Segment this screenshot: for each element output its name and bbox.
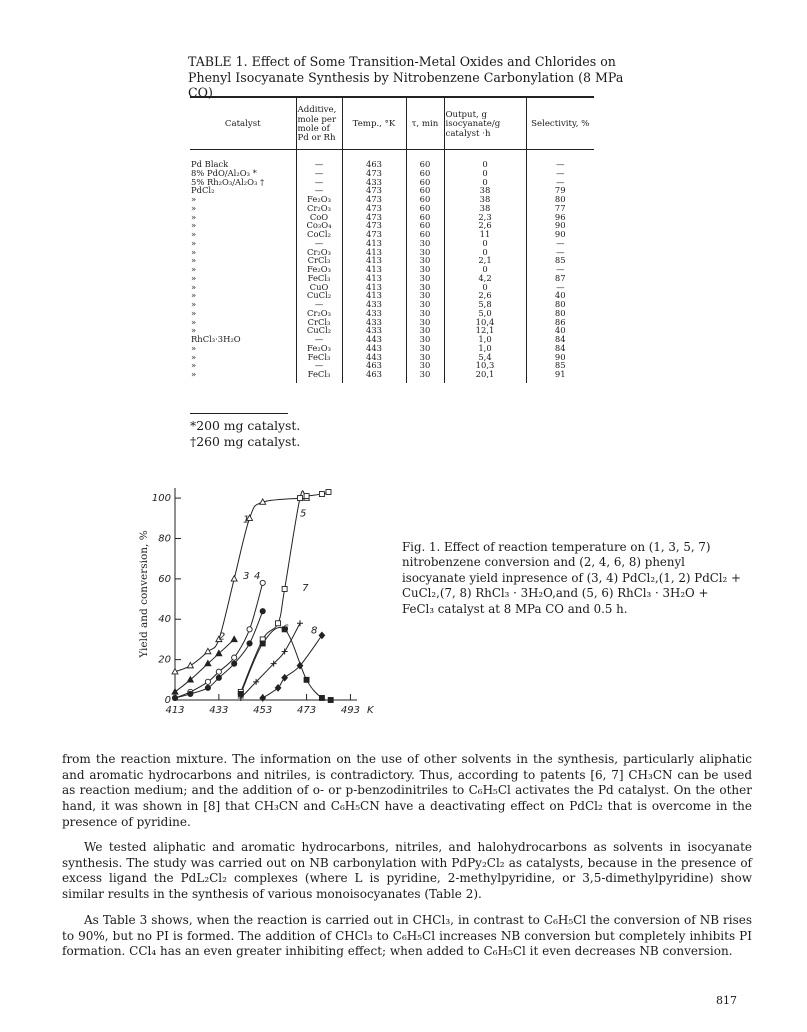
x-axis-unit: K xyxy=(367,705,374,716)
cell-selectivity: 90 xyxy=(526,353,594,362)
cell-output: 0 xyxy=(444,283,526,292)
cell-tau: 60 xyxy=(406,150,444,169)
cell-temp: 463 xyxy=(342,361,406,370)
table-row xyxy=(190,274,594,283)
cell-catalyst: » xyxy=(191,299,197,309)
cell-additive: — xyxy=(296,361,342,370)
cell-selectivity: — xyxy=(526,265,594,274)
cell-temp: 413 xyxy=(342,265,406,274)
cell-additive: Fe₂O₃ xyxy=(296,344,342,353)
cell-selectivity: 79 xyxy=(526,186,594,195)
cell-selectivity: 77 xyxy=(526,204,594,213)
cell-additive: Fe₂O₃ xyxy=(296,195,342,204)
data-point xyxy=(231,576,237,581)
table-body xyxy=(190,150,594,383)
data-point xyxy=(260,580,265,585)
cell-selectivity: — xyxy=(526,239,594,248)
paragraph-3: As Table 3 shows, when the reaction is carried out in CHCl₃, in contrast to C₆H₅Cl the conversion of NB rises to 90%, but no PI is formed. The addition of CHCl₃ to C₆H₅Cl increases NB conversion but completely inhibits PI formation. CCl₄ has an even greater inhibiting effect; when added to C₆H₅Cl it even decreases NB conversion. xyxy=(62,913,752,959)
curve-7 xyxy=(241,623,300,698)
table-row xyxy=(190,195,594,204)
y-tick-label: 20 xyxy=(158,654,171,666)
cell-temp: 413 xyxy=(342,248,406,257)
cell-additive: CrCl₃ xyxy=(296,318,342,327)
footnote-divider xyxy=(190,413,288,414)
cell-temp: 443 xyxy=(342,344,406,353)
cell-catalyst: » xyxy=(191,246,197,257)
table-row xyxy=(190,300,594,309)
cell-output: 10,4 xyxy=(444,318,526,327)
cell-additive: CoCl₂ xyxy=(296,230,342,239)
cell-selectivity: 87 xyxy=(526,274,594,283)
cell-selectivity: — xyxy=(526,169,594,178)
table-row xyxy=(190,370,594,383)
curve-label-7: 7 xyxy=(302,582,309,594)
cell-catalyst: » xyxy=(191,307,197,318)
curve-8 xyxy=(263,635,322,698)
cell-temp: 473 xyxy=(342,213,406,222)
curve-6 xyxy=(241,627,331,700)
cell-catalyst: » xyxy=(191,290,197,301)
cell-temp: 413 xyxy=(342,291,406,300)
data-point xyxy=(319,492,324,497)
col-header-temp: Temp., °K xyxy=(342,97,406,150)
footnote-2: †260 mg catalyst. xyxy=(190,434,301,449)
cell-output: 38 xyxy=(444,186,526,195)
paragraph-1: from the reaction mixture. The information on the use of other solvents in the synthesis, particularly aliphatic and aromatic hydrocarbons and nitriles, is contradictory. Thus, according to patents [6, 7] CH₃CN can be used as reaction medium; and the addition of o- or p-benzodinitriles to C₆H₅Cl activates the Pd catalyst. On the other hand, it was shown in [8] that CH₃CN and C₆H₅CN have a deactivating effect on PdCl₂ that is overcome in the presence of pyridine. xyxy=(62,752,752,829)
curve-label-8: 8 xyxy=(310,625,318,637)
cell-selectivity: — xyxy=(526,178,594,187)
cell-temp: 413 xyxy=(342,239,406,248)
cell-temp: 433 xyxy=(342,309,406,318)
data-point xyxy=(172,695,177,700)
table-row xyxy=(190,344,594,353)
cell-additive: Cr₂O₃ xyxy=(296,309,342,318)
cell-temp: 433 xyxy=(342,300,406,309)
cell-temp: 433 xyxy=(342,178,406,187)
table-row xyxy=(190,239,594,248)
cell-selectivity: 85 xyxy=(526,256,594,265)
cell-additive: CuCl₂ xyxy=(296,291,342,300)
x-tick-label: 493 xyxy=(340,705,360,716)
data-point xyxy=(232,661,237,666)
cell-additive: — xyxy=(296,335,342,344)
cell-additive: FeCl₃ xyxy=(296,353,342,362)
table-row xyxy=(190,248,594,257)
cell-selectivity: 90 xyxy=(526,230,594,239)
cell-output: 4,2 xyxy=(444,274,526,283)
curve-1 xyxy=(175,498,307,672)
data-point xyxy=(216,669,221,674)
cell-temp: 413 xyxy=(342,274,406,283)
cell-catalyst: » xyxy=(191,202,197,213)
cell-additive: — xyxy=(296,169,342,178)
cell-catalyst: 5% Rh₂O₃/Al₂O₃ † xyxy=(191,176,265,187)
cell-additive: FeCl₃ xyxy=(296,370,342,383)
cell-output: 5,8 xyxy=(444,300,526,309)
cell-output: 0 xyxy=(444,265,526,274)
curve-label-2: 2 xyxy=(218,631,226,643)
cell-additive: — xyxy=(296,178,342,187)
cell-additive: — xyxy=(296,300,342,309)
cell-output: 0 xyxy=(444,150,526,169)
cell-tau: 60 xyxy=(406,169,444,178)
data-point xyxy=(328,698,333,703)
cell-output: 0 xyxy=(444,239,526,248)
cell-catalyst: » xyxy=(191,360,197,371)
cell-tau: 30 xyxy=(406,248,444,257)
cell-catalyst: » xyxy=(191,316,197,327)
cell-output: 0 xyxy=(444,248,526,257)
cell-catalyst: » xyxy=(191,351,197,362)
cell-catalyst: » xyxy=(191,220,197,231)
cell-output: 1,0 xyxy=(444,335,526,344)
y-tick-label: 0 xyxy=(164,695,171,706)
col-header-output: Output, g isocyanate/g catalyst ·h xyxy=(444,97,526,150)
cell-additive: FeCl₃ xyxy=(296,274,342,283)
data-point xyxy=(304,494,309,499)
cell-additive: — xyxy=(296,150,342,169)
paragraph-2: We tested aliphatic and aromatic hydrocarbons, nitriles, and halohydrocarbons as solvents in isocyanate synthesis. The study was carried out on NB carbonylation with PdPy₂Cl₂ as catalysts, because in the presence of excess ligand the PdL₂Cl₂ complexes (where L is pyridine, 2-methylpyridine, or 3,5-dimethylpyridine) show similar results in the synthesis of various monoisocyanates (Table 2). xyxy=(62,840,752,902)
data-point xyxy=(216,675,221,680)
table-row xyxy=(190,213,594,222)
curve-label-5: 5 xyxy=(299,508,307,520)
cell-output: 38 xyxy=(444,204,526,213)
y-tick-label: 60 xyxy=(158,573,171,585)
cell-output: 2,3 xyxy=(444,213,526,222)
data-point xyxy=(187,662,193,667)
table-row xyxy=(190,291,594,300)
col-header-selectivity: Selectivity, % xyxy=(526,97,594,150)
y-tick-label: 80 xyxy=(158,533,171,545)
curve-label-1: 1 xyxy=(242,514,250,526)
cell-output: 10,3 xyxy=(444,361,526,370)
cell-output: 38 xyxy=(444,195,526,204)
cell-catalyst: 8% PdO/Al₂O₃ * xyxy=(191,167,257,178)
cell-catalyst: » xyxy=(191,342,197,353)
cell-selectivity: — xyxy=(526,248,594,257)
cell-tau: 60 xyxy=(406,195,444,204)
cell-output: 2,6 xyxy=(444,221,526,230)
table-row xyxy=(190,309,594,318)
cell-additive: CoO xyxy=(296,213,342,222)
data-point xyxy=(231,636,237,641)
cell-additive: — xyxy=(296,239,342,248)
cell-temp: 463 xyxy=(342,150,406,169)
cell-catalyst: RhCl₃·3H₂O xyxy=(191,334,241,344)
cell-tau: 30 xyxy=(406,318,444,327)
chart-curves xyxy=(175,491,331,700)
cell-tau: 30 xyxy=(406,361,444,370)
footnote-1: *200 mg catalyst. xyxy=(190,418,301,433)
data-point xyxy=(188,691,193,696)
cell-additive: Co₃O₄ xyxy=(296,221,342,230)
data-point xyxy=(282,586,287,591)
cell-temp: 473 xyxy=(342,204,406,213)
cell-output: 0 xyxy=(444,178,526,187)
cell-catalyst: » xyxy=(191,237,197,248)
cell-selectivity: 80 xyxy=(526,195,594,204)
cell-additive: Cr₂O₃ xyxy=(296,204,342,213)
data-point xyxy=(326,490,331,495)
cell-temp: 473 xyxy=(342,195,406,204)
cell-tau: 30 xyxy=(406,309,444,318)
table-row xyxy=(190,361,594,370)
table-row xyxy=(190,318,594,327)
table-row xyxy=(190,204,594,213)
data-point xyxy=(282,649,288,655)
cell-catalyst: » xyxy=(191,211,197,222)
cell-tau: 30 xyxy=(406,256,444,265)
table-caption: TABLE 1. Effect of Some Transition-Metal Oxides and Chlorides on Phenyl Isocyanate Synthesis by Nitrobenzene Carbonylation (8 MPa CO) xyxy=(188,54,624,100)
cell-selectivity: 96 xyxy=(526,213,594,222)
x-tick-label: 453 xyxy=(253,705,273,716)
cell-temp: 443 xyxy=(342,335,406,344)
cell-additive: CrCl₃ xyxy=(296,256,342,265)
y-tick-label: 100 xyxy=(151,493,171,505)
cell-selectivity: 85 xyxy=(526,361,594,370)
x-tick-label: 473 xyxy=(297,705,317,716)
table-row xyxy=(190,326,594,335)
data-point xyxy=(297,620,303,626)
cell-tau: 30 xyxy=(406,344,444,353)
cell-tau: 30 xyxy=(406,353,444,362)
cell-output: 12,1 xyxy=(444,326,526,335)
figure-1-chart xyxy=(135,480,375,730)
cell-selectivity: 80 xyxy=(526,300,594,309)
cell-catalyst: » xyxy=(191,194,197,204)
cell-additive: Fe₂O₃ xyxy=(296,265,342,274)
cell-selectivity: 86 xyxy=(526,318,594,327)
y-tick-label: 40 xyxy=(158,614,171,626)
cell-catalyst: Pd Black xyxy=(191,159,229,169)
cell-additive: — xyxy=(296,186,342,195)
cell-selectivity: 40 xyxy=(526,326,594,335)
x-tick-label: 433 xyxy=(209,705,229,716)
cell-catalyst: » xyxy=(191,229,197,239)
data-point xyxy=(172,689,178,694)
table-row xyxy=(190,230,594,239)
table-row xyxy=(190,221,594,230)
cell-tau: 30 xyxy=(406,300,444,309)
cell-selectivity: 84 xyxy=(526,344,594,353)
cell-tau: 30 xyxy=(406,265,444,274)
table-row xyxy=(190,178,594,187)
cell-catalyst: » xyxy=(191,369,197,379)
data-point xyxy=(260,641,265,646)
x-tick-label: 413 xyxy=(165,705,185,716)
cell-tau: 60 xyxy=(406,178,444,187)
cell-catalyst: » xyxy=(191,255,197,266)
cell-output: 1,0 xyxy=(444,344,526,353)
col-header-tau: τ, min xyxy=(406,97,444,150)
cell-selectivity: — xyxy=(526,150,594,169)
cell-temp: 463 xyxy=(342,370,406,383)
cell-output: 5,4 xyxy=(444,353,526,362)
cell-tau: 60 xyxy=(406,186,444,195)
cell-temp: 443 xyxy=(342,353,406,362)
table-header-row xyxy=(190,97,594,150)
cell-temp: 433 xyxy=(342,318,406,327)
cell-tau: 30 xyxy=(406,274,444,283)
y-axis-label: Yield and conversion, % xyxy=(138,530,150,658)
cell-selectivity: 84 xyxy=(526,335,594,344)
table-row xyxy=(190,353,594,362)
chart-markers xyxy=(172,490,333,703)
table-row xyxy=(190,256,594,265)
table-row xyxy=(190,186,594,195)
cell-output: 2,6 xyxy=(444,291,526,300)
table-1 xyxy=(190,96,594,383)
curve-label-3: 3 xyxy=(242,570,250,582)
data-point xyxy=(260,609,265,614)
table-row xyxy=(190,283,594,292)
cell-temp: 473 xyxy=(342,221,406,230)
curve-label-4: 4 xyxy=(253,570,261,582)
cell-temp: 473 xyxy=(342,186,406,195)
cell-catalyst: » xyxy=(191,325,197,336)
cell-selectivity: 90 xyxy=(526,221,594,230)
cell-catalyst: » xyxy=(191,272,197,283)
table-row xyxy=(190,335,594,344)
data-point xyxy=(304,677,309,682)
cell-tau: 30 xyxy=(406,370,444,383)
data-point xyxy=(247,641,252,646)
data-point xyxy=(232,655,237,660)
cell-tau: 60 xyxy=(406,221,444,230)
cell-additive: CuO xyxy=(296,283,342,292)
col-header-additive: Additive, mole per mole of Pd or Rh xyxy=(296,97,342,150)
cell-additive: CuCl₂ xyxy=(296,326,342,335)
data-point xyxy=(247,627,252,632)
cell-selectivity: 80 xyxy=(526,309,594,318)
cell-temp: 473 xyxy=(342,230,406,239)
cell-output: 11 xyxy=(444,230,526,239)
data-point xyxy=(205,648,211,653)
col-header-catalyst: Catalyst xyxy=(190,97,296,150)
cell-tau: 60 xyxy=(406,204,444,213)
curve-label-6: 6 xyxy=(282,623,289,635)
data-point xyxy=(319,695,324,700)
cell-temp: 473 xyxy=(342,169,406,178)
data-point xyxy=(205,679,210,684)
cell-output: 20,1 xyxy=(444,370,526,383)
cell-selectivity: — xyxy=(526,283,594,292)
cell-temp: 413 xyxy=(342,283,406,292)
cell-output: 0 xyxy=(444,169,526,178)
cell-tau: 30 xyxy=(406,335,444,344)
cell-additive: Cr₂O₃ xyxy=(296,248,342,257)
data-point xyxy=(297,496,302,501)
cell-selectivity: 91 xyxy=(526,370,594,383)
cell-tau: 30 xyxy=(406,291,444,300)
figure-caption: Fig. 1. Effect of reaction temperature on (1, 3, 5, 7) nitrobenzene conversion and (2, 4, 6, 8) phenyl isocyanate yield inpresence of (3, 4) PdCl₂,(1, 2) PdCl₂ + CuCl₂,(7, 8) RhCl₃ · 3H₂O,and (5, 6) RhCl₃ · 3H₂O + FeCl₃ catalyst at 8 MPa CO and 0.5 h. xyxy=(402,540,741,616)
cell-catalyst: » xyxy=(191,264,197,274)
cell-tau: 30 xyxy=(406,326,444,335)
cell-catalyst: PdCl₂ xyxy=(191,185,215,196)
data-point xyxy=(276,621,281,626)
cell-output: 2,1 xyxy=(444,256,526,265)
cell-tau: 30 xyxy=(406,283,444,292)
cell-selectivity: 40 xyxy=(526,291,594,300)
cell-temp: 413 xyxy=(342,256,406,265)
table-row xyxy=(190,150,594,169)
table-row xyxy=(190,265,594,274)
cell-tau: 60 xyxy=(406,230,444,239)
cell-tau: 60 xyxy=(406,213,444,222)
page-number: 817 xyxy=(716,994,737,1007)
data-point xyxy=(205,685,210,690)
cell-catalyst: » xyxy=(191,281,197,292)
cell-output: 5,0 xyxy=(444,309,526,318)
cell-temp: 433 xyxy=(342,326,406,335)
cell-tau: 30 xyxy=(406,239,444,248)
